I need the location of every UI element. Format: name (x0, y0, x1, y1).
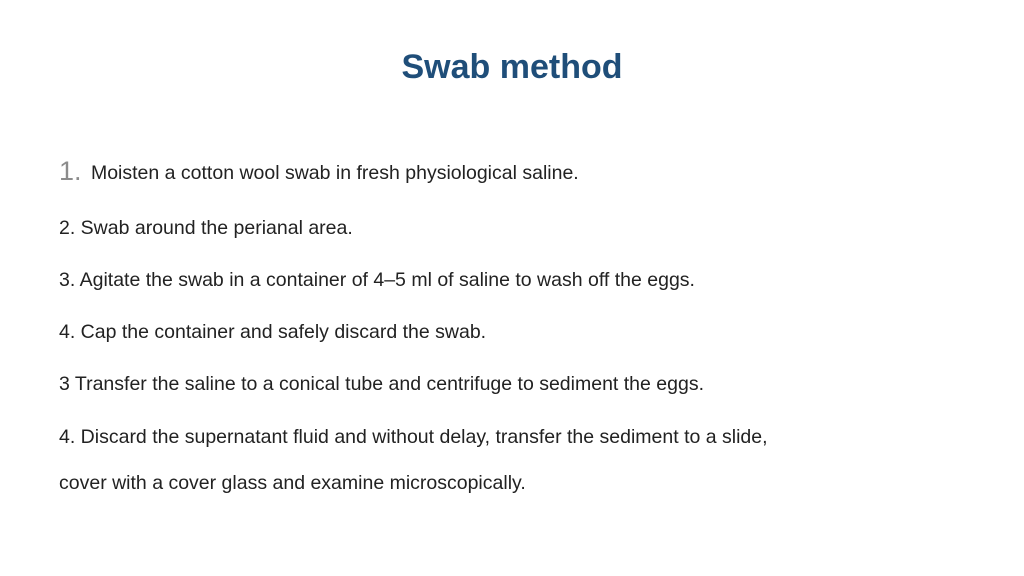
step-item-3: 3. Agitate the swab in a container of 4–5 ml of saline to wash off the eggs. (59, 269, 695, 291)
step-item-1 (59, 156, 579, 187)
step-item-6-continued: cover with a cover glass and examine microscopically. (59, 472, 526, 494)
slide-title: Swab method (401, 48, 623, 86)
step-item-4: 4. Cap the container and safely discard the swab. (59, 321, 487, 343)
step-item-2: 2. Swab around the perianal area. (59, 217, 353, 239)
step-text: Moisten a cotton wool swab in fresh physiological saline. (90, 162, 579, 184)
step-number: 1. (59, 156, 82, 186)
step-item-5: 3 Transfer the saline to a conical tube and centrifuge to sediment the eggs. (59, 373, 704, 395)
step-item-6: 4. Discard the supernatant fluid and without delay, transfer the sediment to a slide, (59, 426, 768, 448)
